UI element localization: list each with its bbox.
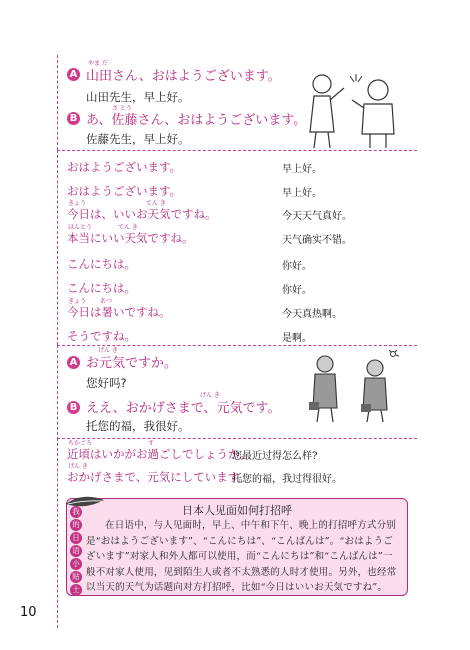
furigana: やま だ — [88, 60, 108, 67]
furigana: きょう — [68, 298, 87, 305]
dialog-line-zh: 山田先生，早上好。 — [86, 90, 190, 104]
tips-tab-char: 我 — [70, 506, 82, 518]
phrase-zh: 今天天气真好。 — [282, 211, 352, 222]
furigana: あつ — [100, 298, 113, 305]
furigana: てん き — [146, 200, 166, 207]
tips-tab-char: 的 — [70, 519, 82, 531]
furigana: きょう — [68, 200, 87, 207]
section-divider — [57, 150, 417, 151]
dialog-line-zh: 佐藤先生，早上好。 — [86, 132, 190, 146]
phrase-zh: 今天真热啊。 — [282, 309, 342, 320]
section-rule — [57, 438, 58, 628]
phrase-jp: おかげさまで、元気にしています。 — [67, 470, 250, 484]
phrase-zh: 您最近过得怎么样? — [232, 451, 318, 462]
phrase-jp: おはようございます。 — [67, 183, 182, 198]
section-rule — [57, 150, 58, 345]
furigana: ちかごろ — [68, 440, 93, 447]
furigana: す — [148, 440, 155, 447]
phrase-jp: 本当にいい天気ですね。 — [67, 230, 194, 245]
phrase-zh: 托您的福，我过得很好。 — [232, 474, 342, 485]
tips-text: 在日语中，与人见面时，早上、中午和下午、晚上的打招呼方式分别是“おはようございます”、“こんにちは”、“こんばんは”。“おはようございます”对家人和外人都可以使用，而“こんにちは”和“こんばんは”一般不对家人使用，见到陌生人或者不太熟悉的人时才使用。另外，也经常以当天的天气为话题向对方打招呼，比如“今日はいいお天気ですね”。 — [86, 520, 397, 593]
dialog-line-jp: あ、佐藤さん、おはようございます。 — [86, 113, 307, 128]
dialog-line-zh: 托您的福，我很好。 — [86, 419, 190, 433]
dialog-line-jp: ええ、おかげさまで、元気です。 — [86, 401, 281, 416]
furigana: げん き — [200, 392, 220, 399]
phrase-zh: 你好。 — [282, 261, 312, 272]
phrase-jp: こんにちは。 — [67, 281, 136, 295]
phrase-jp: おはようございます。 — [67, 160, 182, 174]
tips-label-tab — [70, 506, 82, 597]
tips-tab-char: 小 — [70, 558, 82, 570]
phrase-zh: 天气确实不错。 — [282, 234, 352, 246]
speaker-a-badge: A — [67, 356, 80, 369]
furigana: てん き — [118, 223, 138, 231]
tips-title: 日本人见面如何打招呼 — [182, 504, 292, 517]
phrase-jp: そうですね。 — [67, 329, 136, 343]
greeting-illustration — [300, 72, 405, 150]
furigana: ほんとう — [68, 223, 93, 231]
tips-tab-char: 士 — [70, 584, 82, 596]
speaker-a-badge: A — [67, 68, 80, 81]
meeting-illustration — [305, 350, 405, 425]
phrase-zh: 是啊。 — [282, 333, 312, 344]
section-rule — [57, 345, 58, 440]
furigana: げん き — [68, 463, 88, 470]
furigana: げん き — [98, 347, 118, 354]
dialog-line-jp: 山田さん、おはようございます。 — [86, 69, 281, 84]
phrase-jp: 今日は暑いですね。 — [67, 305, 171, 319]
tips-tab-char: 语 — [70, 545, 82, 557]
phrase-jp: 今日は、いいお天気ですね。 — [67, 207, 217, 221]
section-divider — [57, 438, 417, 439]
tips-box — [66, 498, 408, 596]
speaker-b-badge: B — [67, 401, 80, 414]
speaker-b-badge: B — [67, 112, 80, 125]
section-rule — [57, 55, 58, 150]
page-number: 10 — [20, 605, 37, 620]
tips-tab-char: 贴 — [70, 571, 82, 583]
tips-tab-char: 日 — [70, 532, 82, 544]
dialog-line-zh: 您好吗? — [86, 376, 127, 390]
phrase-zh: 早上好。 — [282, 187, 322, 199]
phrase-jp: こんにちは。 — [67, 257, 136, 271]
furigana: さ とう — [112, 105, 132, 112]
dialog-line-jp: お元気ですか。 — [86, 356, 178, 371]
phrase-zh: 早上好。 — [282, 164, 322, 175]
phrase-zh: 你好。 — [282, 285, 312, 296]
phrase-jp: 近頃はいかがお過ごしでしょうか。 — [67, 447, 251, 461]
